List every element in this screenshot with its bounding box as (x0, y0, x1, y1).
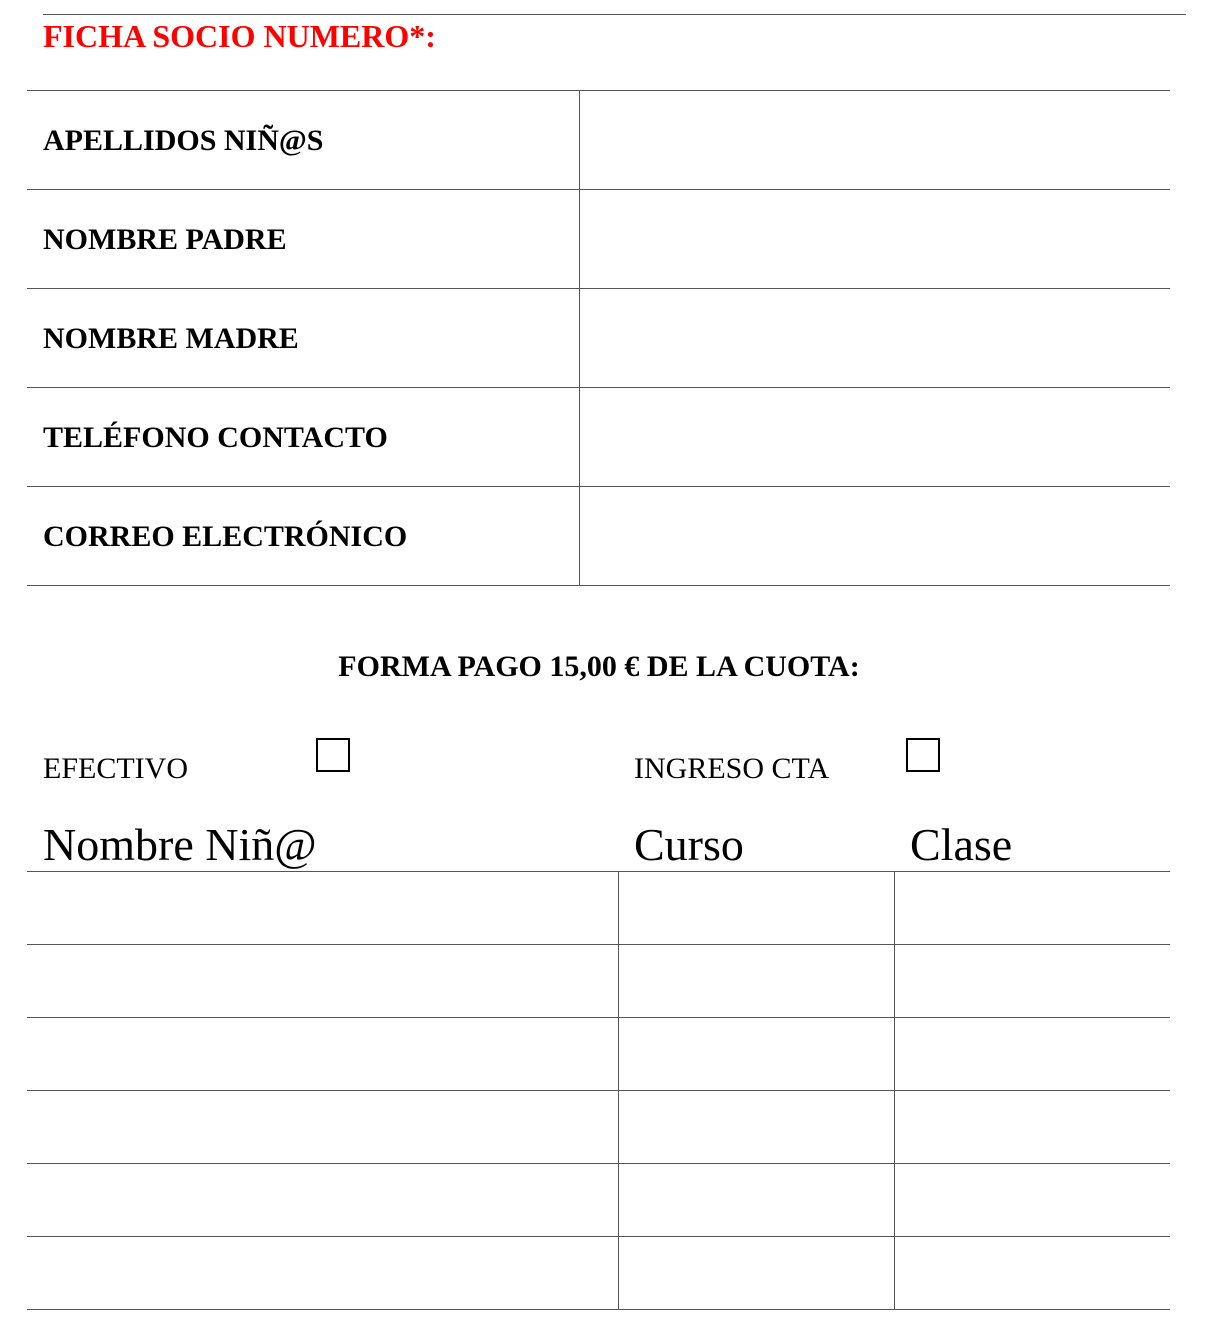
checkbox-ingreso-cta[interactable] (906, 738, 940, 772)
field-apellidos-ninos[interactable] (582, 92, 1168, 188)
cell-clase-row-2[interactable] (896, 946, 1168, 1016)
table-rule (27, 1017, 1170, 1018)
table-rule (27, 1090, 1170, 1091)
table-rule (27, 288, 1170, 289)
table-rule (27, 871, 1170, 872)
cell-clase-row-3[interactable] (896, 1019, 1168, 1089)
field-correo-electronico[interactable] (582, 488, 1168, 584)
label-apellidos-ninos: APELLIDOS NIÑ@S (43, 124, 324, 157)
table-column-divider (579, 90, 580, 585)
field-telefono-contacto[interactable] (582, 389, 1168, 485)
table-rule (27, 944, 1170, 945)
table-rule (27, 1236, 1170, 1237)
cell-nombre-row-1[interactable] (29, 873, 616, 943)
field-nombre-padre[interactable] (582, 191, 1168, 287)
header-curso: Curso (634, 819, 744, 870)
table-rule (27, 1309, 1170, 1310)
header-nombre-nino: Nombre Niñ@ (43, 819, 317, 870)
cell-curso-row-1[interactable] (620, 873, 892, 943)
cell-clase-row-5[interactable] (896, 1165, 1168, 1235)
table-rule (27, 1163, 1170, 1164)
option-label-efectivo: EFECTIVO (43, 752, 188, 785)
label-correo-electronico: CORREO ELECTRÓNICO (43, 520, 408, 553)
label-telefono-contacto: TELÉFONO CONTACTO (43, 421, 388, 454)
cell-clase-row-1[interactable] (896, 873, 1168, 943)
cell-curso-row-3[interactable] (620, 1019, 892, 1089)
table-rule (27, 387, 1170, 388)
cell-clase-row-4[interactable] (896, 1092, 1168, 1162)
table-rule (27, 486, 1170, 487)
cell-nombre-row-2[interactable] (29, 946, 616, 1016)
cell-curso-row-5[interactable] (620, 1165, 892, 1235)
cell-nombre-row-6[interactable] (29, 1238, 616, 1308)
cell-curso-row-4[interactable] (620, 1092, 892, 1162)
cell-nombre-row-5[interactable] (29, 1165, 616, 1235)
cell-curso-row-6[interactable] (620, 1238, 892, 1308)
table-rule (27, 90, 1170, 91)
table-column-divider (618, 871, 619, 1309)
field-nombre-madre[interactable] (582, 290, 1168, 386)
cell-curso-row-2[interactable] (620, 946, 892, 1016)
cell-nombre-row-3[interactable] (29, 1019, 616, 1089)
top-rule (43, 14, 1186, 15)
table-column-divider (894, 871, 895, 1309)
checkbox-efectivo[interactable] (316, 738, 350, 772)
cell-nombre-row-4[interactable] (29, 1092, 616, 1162)
form-title: FICHA SOCIO NUMERO*: (43, 18, 436, 54)
header-clase: Clase (910, 819, 1013, 870)
label-nombre-padre: NOMBRE PADRE (43, 223, 287, 256)
option-label-ingreso-cta: INGRESO CTA (634, 752, 830, 785)
table-rule (27, 189, 1170, 190)
cell-clase-row-6[interactable] (896, 1238, 1168, 1308)
label-nombre-madre: NOMBRE MADRE (43, 322, 299, 355)
table-rule (27, 585, 1170, 586)
payment-title: FORMA PAGO 15,00 € DE LA CUOTA: (338, 650, 860, 683)
